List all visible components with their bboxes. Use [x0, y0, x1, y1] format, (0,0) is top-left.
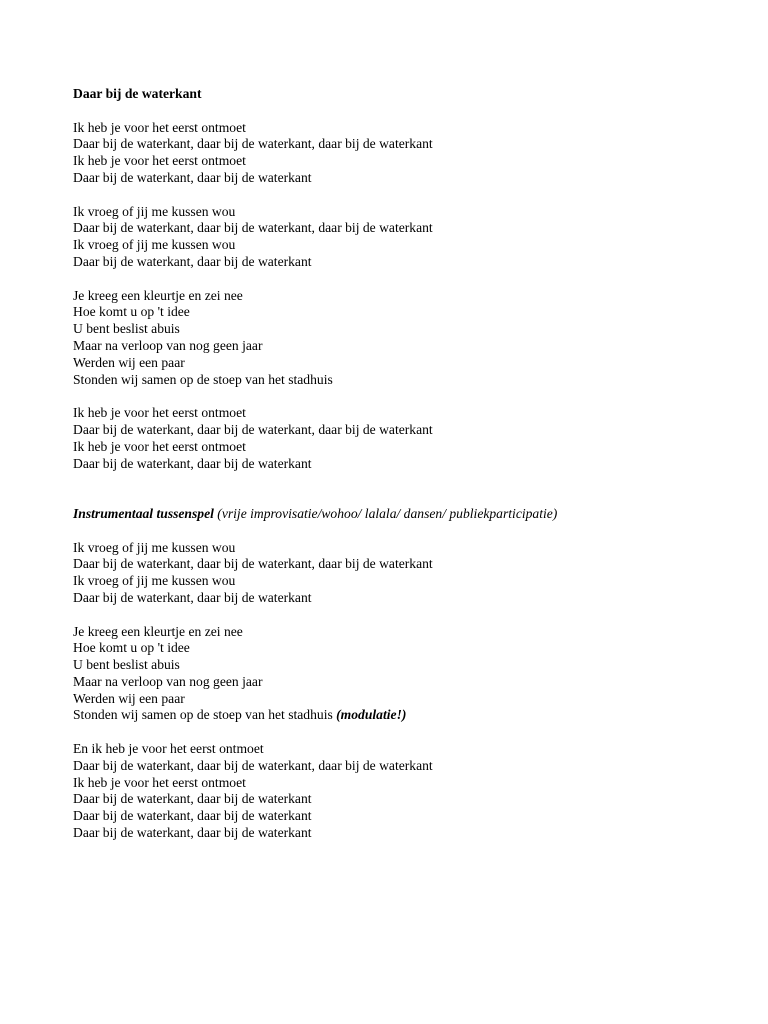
lyric-line: Ik heb je voor het eerst ontmoet [73, 774, 246, 790]
lyric-line: Ik vroeg of jij me kussen wou [73, 539, 236, 555]
lyric-line: Ik heb je voor het eerst ontmoet [73, 438, 246, 454]
song-title: Daar bij de waterkant [73, 86, 202, 101]
lyric-line: Maar na verloop van nog geen jaar [73, 673, 263, 689]
stanza-6 [73, 624, 733, 725]
modulation-note: (modulatie!) [336, 707, 407, 723]
lyric-line: U bent beslist abuis [73, 657, 180, 673]
lyric-line: Daar bij de waterkant, daar bij de waterkant [73, 825, 312, 841]
lyric-line: Daar bij de waterkant, daar bij de waterkant [73, 791, 312, 807]
lyric-line: Werden wij een paar [73, 690, 185, 706]
stanza-1 [73, 120, 733, 187]
lyric-line: Stonden wij samen op de stoep van het stadhuis [73, 371, 333, 387]
lyric-line: Je kreeg een kleurtje en zei nee [73, 287, 243, 303]
lyric-line: Hoe komt u op 't idee [73, 640, 190, 656]
lyric-line: U bent beslist abuis [73, 321, 180, 337]
lyric-line: Ik heb je voor het eerst ontmoet [73, 405, 246, 421]
interlude-label: Instrumentaal tussenspel [73, 505, 214, 521]
lyric-text: Stonden wij samen op de stoep van het stadhuis [73, 707, 337, 723]
lyric-line: Hoe komt u op 't idee [73, 304, 190, 320]
lyric-line: Daar bij de waterkant, daar bij de waterkant [73, 169, 312, 185]
lyric-line: Ik vroeg of jij me kussen wou [73, 573, 236, 589]
stanza-2 [73, 204, 733, 271]
interlude-line [73, 506, 733, 523]
stanza-3 [73, 288, 733, 389]
lyric-line: Daar bij de waterkant, daar bij de waterkant, daar bij de waterkant [73, 136, 433, 152]
lyric-line: Daar bij de waterkant, daar bij de waterkant [73, 455, 312, 471]
lyric-line: Ik vroeg of jij me kussen wou [73, 237, 236, 253]
lyric-line: Daar bij de waterkant, daar bij de waterkant [73, 589, 312, 605]
lyric-line: Werden wij een paar [73, 354, 185, 370]
lyric-line: En ik heb je voor het eerst ontmoet [73, 741, 264, 757]
document-page [73, 86, 733, 859]
extra-spacing [73, 489, 733, 506]
stanza-5 [73, 540, 733, 607]
lyric-line: Maar na verloop van nog geen jaar [73, 337, 263, 353]
lyric-line: Daar bij de waterkant, daar bij de waterkant, daar bij de waterkant [73, 556, 433, 572]
lyric-line: Daar bij de waterkant, daar bij de waterkant, daar bij de waterkant [73, 220, 433, 236]
lyric-line: Daar bij de waterkant, daar bij de waterkant, daar bij de waterkant [73, 421, 433, 437]
lyric-line: Daar bij de waterkant, daar bij de waterkant, daar bij de waterkant [73, 757, 433, 773]
lyric-line: Daar bij de waterkant, daar bij de waterkant [73, 253, 312, 269]
lyric-line: Je kreeg een kleurtje en zei nee [73, 623, 243, 639]
lyric-line: Ik heb je voor het eerst ontmoet [73, 119, 246, 135]
interlude-note: (vrije improvisatie/wohoo/ lalala/ dansen/ publiekparticipatie) [213, 505, 558, 521]
stanza-7 [73, 741, 733, 842]
lyric-line: Ik vroeg of jij me kussen wou [73, 203, 236, 219]
lyric-line: Daar bij de waterkant, daar bij de waterkant [73, 808, 312, 824]
stanza-4 [73, 405, 733, 472]
lyric-line-modulation [73, 707, 733, 724]
lyric-line: Ik heb je voor het eerst ontmoet [73, 153, 246, 169]
